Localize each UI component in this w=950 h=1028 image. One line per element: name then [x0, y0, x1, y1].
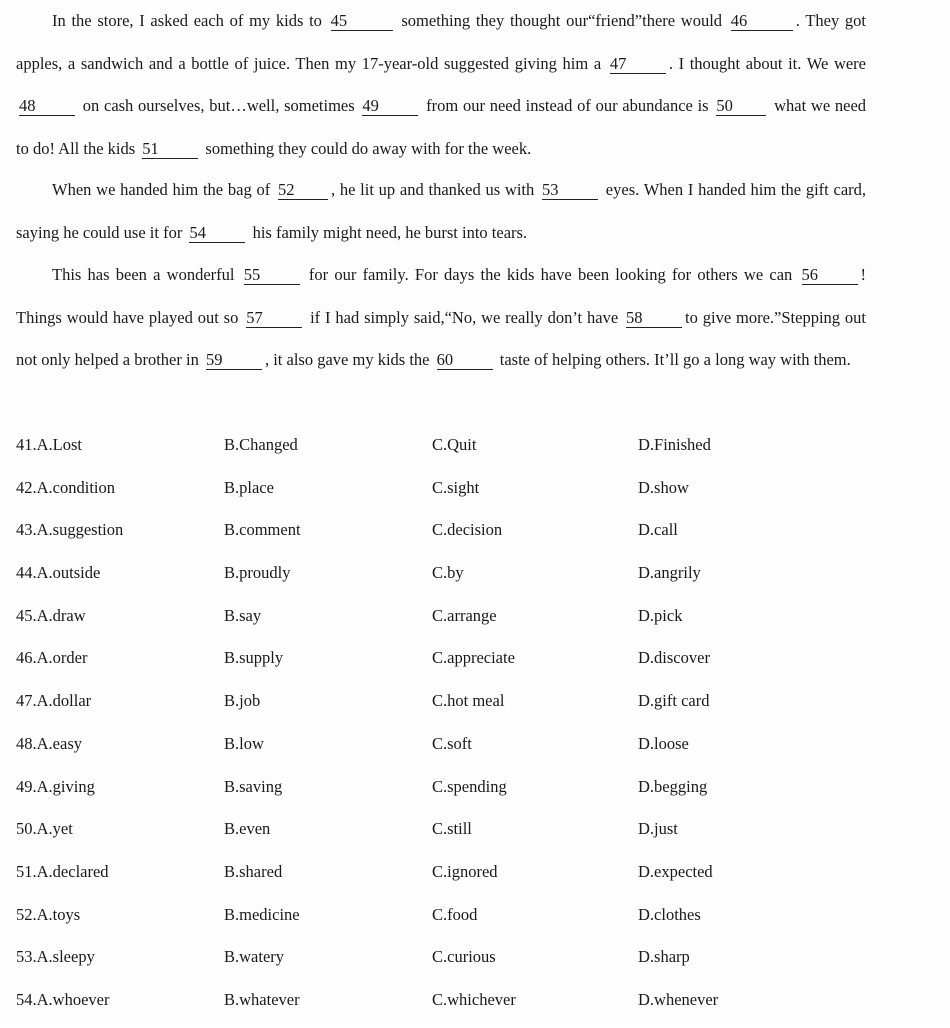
option-c: C.by: [432, 563, 464, 583]
option-c: C.food: [432, 904, 478, 924]
option-a: 50.A.yet: [16, 819, 73, 839]
option-d: D.whenever: [638, 989, 719, 1009]
blank-47: 47: [610, 55, 666, 74]
question-row: [16, 643, 916, 686]
passage-text: , it also gave my kids the: [264, 350, 430, 369]
option-b: B.even: [224, 819, 271, 839]
passage-text: . They got apples, a sandwich and a bottle of juice. Then my 17-year-old suggested giving him a: [16, 11, 867, 73]
blank-48: 48: [19, 97, 75, 116]
passage-text: to give more.”Stepping out not only helped a brother in: [16, 307, 867, 369]
blank-53: 53: [542, 181, 598, 200]
blank-56: 56: [802, 266, 858, 285]
passage-text: When we handed him the bag of: [52, 180, 271, 199]
option-d: D.expected: [638, 861, 713, 881]
option-c: C.curious: [432, 947, 496, 967]
option-d: D.Finished: [638, 435, 711, 454]
blank-49: 49: [362, 97, 418, 116]
question-row: [16, 473, 916, 516]
passage-text: taste of helping others. It’ll go a long way with them.: [499, 350, 851, 369]
blank-58: 58: [626, 309, 682, 328]
question-row: [16, 900, 916, 943]
option-a: 44.A.outside: [16, 563, 101, 583]
option-c: C.decision: [432, 520, 503, 540]
option-b: B.saving: [224, 776, 283, 796]
question-row: [16, 515, 916, 558]
passage-paragraph-1: [16, 0, 866, 170]
question-row: [16, 814, 916, 857]
passage-text: ! Things would have played out so: [16, 265, 866, 327]
option-a: 41.A.Lost: [16, 435, 82, 454]
option-c: C.whichever: [432, 989, 516, 1009]
passage-text: , he lit up and thanked us with: [330, 180, 535, 199]
blank-54: 54: [189, 224, 245, 243]
option-a: 48.A.easy: [16, 733, 82, 753]
blank-57: 57: [246, 309, 302, 328]
question-row: [16, 601, 916, 644]
option-d: D.gift card: [638, 691, 710, 711]
option-c: C.still: [432, 819, 472, 839]
blank-52: 52: [278, 181, 328, 200]
option-d: D.just: [638, 819, 678, 839]
option-b: B.proudly: [224, 563, 291, 583]
option-c: C.Quit: [432, 435, 477, 454]
option-b: B.supply: [224, 648, 284, 668]
passage-text: In the store, I asked each of my kids to: [52, 11, 322, 30]
passage-text: for our family. For days the kids have been looking for others we can: [308, 265, 793, 284]
option-a: 52.A.toys: [16, 904, 81, 924]
option-b: B.medicine: [224, 904, 300, 924]
option-d: D.show: [638, 477, 689, 497]
option-a: 49.A.giving: [16, 776, 95, 796]
question-row: [16, 686, 916, 729]
option-d: D.begging: [638, 776, 708, 796]
passage-text: if I had simply said,“No, we really don’t have: [310, 307, 619, 327]
passage-paragraph-3: [16, 254, 866, 382]
blank-59: 59: [206, 351, 262, 370]
option-b: B.whatever: [224, 989, 300, 1009]
option-d: D.clothes: [638, 904, 701, 924]
passage-text: from our need instead of our abundance is: [426, 96, 709, 115]
option-a: 46.A.order: [16, 648, 88, 668]
option-a: 47.A.dollar: [16, 691, 92, 711]
option-c: C.sight: [432, 477, 480, 497]
option-b: B.low: [224, 733, 264, 753]
option-d: D.loose: [638, 733, 689, 753]
option-c: C.spending: [432, 776, 507, 796]
option-b: B.watery: [224, 947, 285, 967]
option-a: 51.A.declared: [16, 861, 109, 881]
option-b: B.Changed: [224, 435, 298, 454]
option-d: D.angrily: [638, 563, 701, 583]
question-row: [16, 558, 916, 601]
option-b: B.comment: [224, 520, 301, 540]
option-b: B.say: [224, 605, 262, 625]
blank-46: 46: [731, 12, 793, 31]
blank-45: 45: [331, 12, 393, 31]
option-b: B.place: [224, 477, 274, 497]
option-c: C.hot meal: [432, 691, 505, 711]
option-c: C.appreciate: [432, 648, 515, 668]
passage-text: something they could do away with for the week.: [205, 138, 532, 158]
passage-text: his family might need, he burst into tears.: [252, 222, 528, 242]
question-row: [16, 942, 916, 985]
passage-text: . I thought about it. We were: [668, 53, 867, 73]
option-b: B.job: [224, 691, 261, 711]
question-row: [16, 985, 916, 1028]
passage-text: eyes. When I handed him the gift card, saying he could use it for: [16, 180, 867, 242]
blank-60: 60: [437, 351, 493, 370]
question-row: [16, 857, 916, 900]
blank-50: 50: [716, 97, 766, 116]
option-d: D.discover: [638, 648, 710, 668]
passage-text: what we need to do! All the kids: [16, 96, 867, 158]
option-a: 43.A.suggestion: [16, 520, 124, 540]
option-a: 53.A.sleepy: [16, 947, 95, 967]
blank-55: 55: [244, 266, 300, 285]
option-d: D.sharp: [638, 947, 690, 967]
blank-51: 51: [142, 140, 198, 159]
option-a: 45.A.draw: [16, 605, 86, 625]
passage-paragraph-2: [16, 169, 866, 254]
option-b: B.shared: [224, 861, 283, 881]
option-c: C.arrange: [432, 605, 497, 625]
option-a: 54.A.whoever: [16, 989, 110, 1009]
question-row: [16, 729, 916, 772]
option-c: C.ignored: [432, 861, 498, 881]
question-row: [16, 430, 916, 473]
option-d: D.call: [638, 520, 678, 540]
question-row: [16, 772, 916, 815]
option-a: 42.A.condition: [16, 477, 115, 497]
option-d: D.pick: [638, 605, 683, 625]
passage-text: something they thought our“friend”there would: [401, 11, 723, 30]
answer-options-list: [16, 430, 916, 1028]
option-c: C.soft: [432, 733, 472, 753]
passage-text: This has been a wonderful: [52, 265, 235, 284]
passage-text: on cash ourselves, but…well, sometimes: [82, 96, 355, 115]
